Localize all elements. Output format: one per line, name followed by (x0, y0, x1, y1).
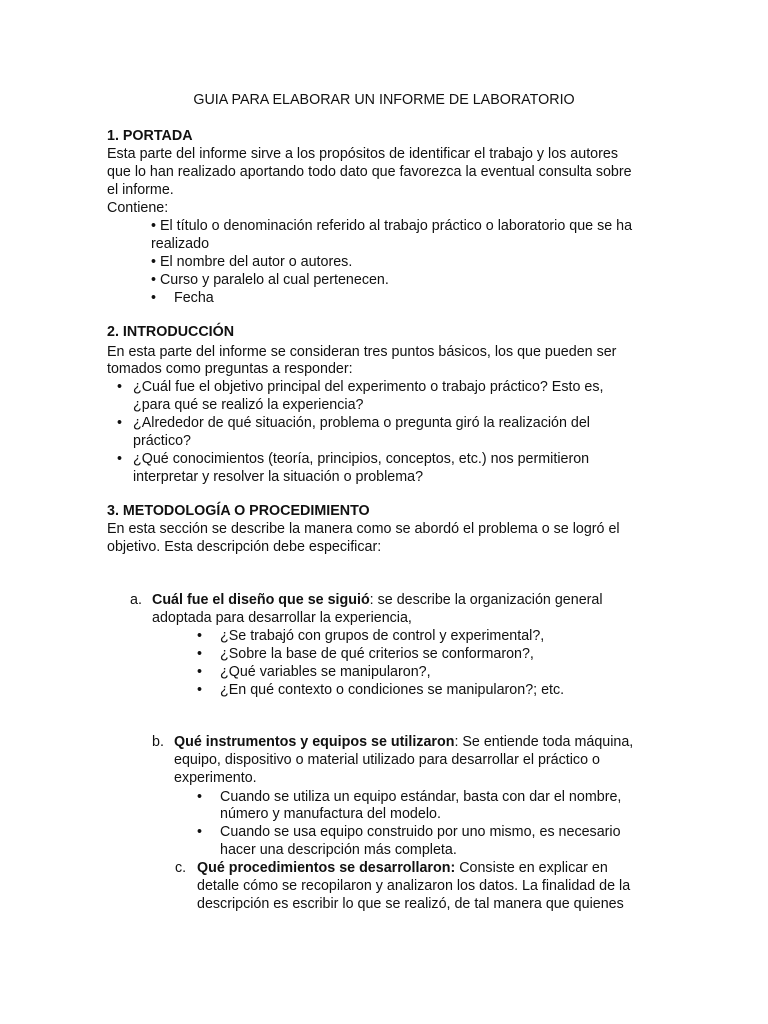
paragraph-line: En esta sección se describe la manera como se abordó el problema o se logró el (107, 521, 620, 537)
bullet-icon: • (197, 682, 203, 698)
list-item: • El título o denominación referido al trabajo práctico o laboratorio que se ha (151, 218, 633, 234)
list-item: ¿Qué conocimientos (teoría, principios, conceptos, etc.) nos permitieron (133, 451, 590, 467)
list-item-continuation: interpretar y resolver la situación o problema? (133, 469, 424, 485)
list-item: • Curso y paralelo al cual pertenecen. (151, 272, 389, 288)
bullet-icon: • (197, 789, 203, 805)
bullet-icon: • (197, 824, 203, 840)
list-item-continuation: adoptada para desarrollar la experiencia, (152, 610, 412, 626)
sub-list-item: ¿Sobre la base de qué criterios se conformaron?, (220, 646, 534, 662)
lead-rest: : Se entiende toda máquina, (454, 734, 634, 750)
bullet-icon: • (151, 290, 157, 306)
contiene-label: Contiene: (107, 200, 169, 216)
lead-rest: : se describe la organización general (369, 592, 603, 608)
paragraph-line: objetivo. Esta descripción debe especificar: (107, 539, 382, 555)
sub-list-item: Cuando se utiliza un equipo estándar, basta con dar el nombre, (220, 789, 622, 805)
list-item-continuation: realizado (151, 236, 210, 252)
bullet-icon: • (117, 379, 123, 395)
bullet-icon: • (197, 646, 203, 662)
bullet-icon: • (117, 415, 123, 431)
section-heading-introduccion: 2. INTRODUCCIÓN (107, 324, 235, 340)
list-item: ¿Alrededor de qué situación, problema o pregunta giró la realización del (133, 415, 590, 431)
section-heading-portada: 1. PORTADA (107, 128, 193, 144)
list-item-continuation: equipo, dispositivo o material utilizado para desarrollar el práctico o (174, 752, 600, 768)
list-item-b (174, 733, 633, 751)
list-item: Fecha (174, 290, 214, 306)
list-marker: c. (175, 860, 187, 876)
document-title: GUIA PARA ELABORAR UN INFORME DE LABORATORIO (193, 92, 575, 108)
paragraph-line: tomados como preguntas a responder: (107, 361, 353, 377)
list-item-c (197, 859, 608, 877)
list-item-continuation: descripción es escribir lo que se realizó, de tal manera que quienes (197, 896, 624, 912)
sub-list-item: Cuando se usa equipo construido por uno mismo, es necesario (220, 824, 621, 840)
sub-list-item: ¿En qué contexto o condiciones se manipularon?; etc. (220, 682, 565, 698)
sub-list-item-continuation: hacer una descripción más completa. (220, 842, 457, 858)
paragraph-line: que lo han realizado aportando todo dato que favorezca la eventual consulta sobre (107, 164, 632, 180)
list-item: • El nombre del autor o autores. (151, 254, 353, 270)
lead-rest: Consiste en explicar en (455, 860, 608, 876)
section-heading-metodologia: 3. METODOLOGÍA O PROCEDIMIENTO (107, 503, 370, 519)
sub-list-item: ¿Se trabajó con grupos de control y experimental?, (220, 628, 545, 644)
paragraph-line: En esta parte del informe se consideran tres puntos básicos, los que pueden ser (107, 344, 617, 360)
list-item-continuation: experimento. (174, 770, 257, 786)
sub-list-item-continuation: número y manufactura del modelo. (220, 806, 441, 822)
bullet-icon: • (117, 451, 123, 467)
list-marker: a. (130, 592, 142, 608)
list-item-a (152, 591, 603, 609)
list-item-continuation: práctico? (133, 433, 192, 449)
paragraph-line: Esta parte del informe sirve a los propósitos de identificar el trabajo y los autores (107, 146, 618, 162)
list-item-continuation: ¿para qué se realizó la experiencia? (133, 397, 364, 413)
sub-list-item: ¿Qué variables se manipularon?, (220, 664, 431, 680)
bold-lead: Qué instrumentos y equipos se utilizaron (174, 734, 455, 750)
list-item-continuation: detalle cómo se recopilaron y analizaron los datos. La finalidad de la (197, 878, 631, 894)
bullet-icon: • (197, 628, 203, 644)
bold-lead: Qué procedimientos se desarrollaron: (197, 860, 456, 876)
bullet-icon: • (197, 664, 203, 680)
list-marker: b. (152, 734, 164, 750)
bold-lead: Cuál fue el diseño que se siguió (152, 592, 370, 608)
paragraph-line: el informe. (107, 182, 174, 198)
list-item: ¿Cuál fue el objetivo principal del experimento o trabajo práctico? Esto es, (133, 379, 604, 395)
